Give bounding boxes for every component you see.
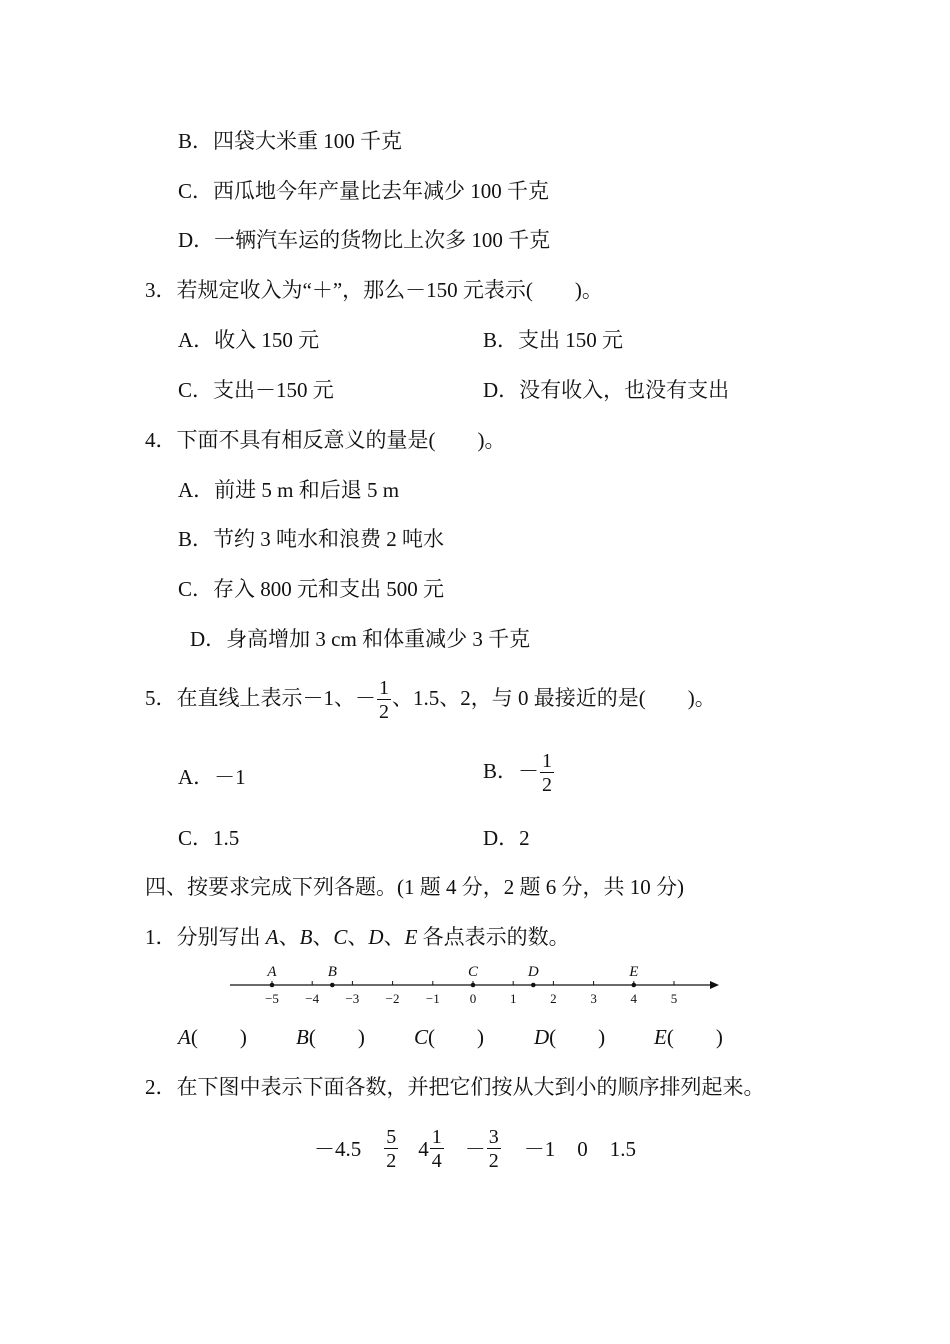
q5-stem-pre: 5．在直线上表示－1、－	[145, 685, 376, 710]
q5-option-b	[483, 751, 555, 795]
tick-label: 4	[630, 991, 638, 1006]
section-4-title: 四、按要求完成下列各题。(1 题 4 分，2 题 6 分，共 10 分)	[145, 875, 684, 899]
q5-stem-post: 、1.5、2，与 0 最接近的是( )。	[392, 685, 716, 710]
point-label-d: D	[527, 964, 539, 980]
separator: 、	[312, 925, 334, 949]
q5-option-b-fraction	[540, 751, 554, 795]
tick-label: 2	[550, 991, 557, 1006]
var-a: A	[265, 925, 279, 949]
numbers-row	[314, 1125, 636, 1173]
answer-e-label: E	[654, 1025, 667, 1049]
q5-option-d: D．2	[483, 826, 530, 850]
q5-option-c: C．1.5	[178, 826, 240, 850]
n3-whole: 4	[418, 1136, 429, 1161]
q4-option-a: A．前进 5 m 和后退 5 m	[178, 478, 400, 502]
answer-c	[414, 1027, 534, 1048]
answer-e	[654, 1027, 723, 1048]
q5-option-b-den: 2	[542, 774, 553, 796]
question-4-stem: 4．下面不具有相反意义的量是( )。	[145, 428, 506, 452]
point-label-e: E	[629, 964, 639, 980]
q3-option-d: D．没有收入，也没有支出	[483, 378, 730, 402]
answer-c-label: C	[414, 1025, 429, 1049]
n3-den: 4	[431, 1150, 442, 1172]
answer-a-label: A	[178, 1025, 191, 1049]
q5-fraction-den: 2	[379, 701, 389, 723]
var-b: B	[299, 925, 313, 949]
separator: 、	[347, 925, 369, 949]
q5-option-b-pre: B．－	[483, 758, 540, 783]
answer-d	[534, 1027, 654, 1048]
tick-label: −5	[265, 991, 279, 1006]
n3-fraction	[430, 1127, 444, 1171]
number-1-5: 1.5	[609, 1136, 636, 1161]
number-neg-4-5: －4.5	[314, 1136, 362, 1161]
s4-q1-stem-post: 各点表示的数。	[417, 925, 570, 949]
tick-label: −4	[305, 991, 320, 1006]
answer-a-blank[interactable]: ( )	[190, 1025, 247, 1049]
option-d: D．一辆汽车运的货物比上次多 100 千克	[178, 228, 551, 252]
q5-option-b-num: 1	[542, 750, 553, 772]
q3-option-c: C．支出－150 元	[178, 378, 334, 402]
answer-row	[178, 1027, 723, 1048]
var-e: E	[404, 925, 418, 949]
number-0: 0	[577, 1136, 588, 1161]
q4-option-b: B．节约 3 吨水和浪费 2 吨水	[178, 527, 445, 551]
tick-label: −3	[345, 991, 360, 1006]
n2-num: 5	[386, 1126, 397, 1148]
point-label-c: C	[467, 964, 479, 980]
tick-label: 0	[469, 991, 477, 1006]
n4-den: 2	[488, 1150, 499, 1172]
question-3-stem: 3．若规定收入为“＋”，那么－150 元表示( )。	[145, 278, 603, 302]
q5-option-a: A．－1	[178, 765, 246, 789]
tick-label: 3	[590, 991, 597, 1006]
answer-b	[296, 1027, 414, 1048]
n3-num: 1	[431, 1126, 442, 1148]
q3-option-b: B．支出 150 元	[483, 328, 624, 352]
separator: 、	[278, 925, 300, 949]
answer-b-label: B	[296, 1025, 309, 1049]
n4-sign: －	[464, 1136, 486, 1161]
point-c	[471, 983, 476, 988]
point-d	[531, 983, 536, 988]
number-line	[225, 955, 725, 1015]
n2-den: 2	[386, 1150, 397, 1172]
var-c: C	[333, 925, 348, 949]
tick-label: −2	[385, 991, 400, 1006]
answer-a	[178, 1027, 296, 1048]
number-5-over-2	[384, 1127, 398, 1171]
q4-option-d: D．身高增加 3 cm 和体重减少 3 千克	[190, 627, 531, 651]
q4-option-c: C．存入 800 元和支出 500 元	[178, 577, 445, 601]
n4-num: 3	[488, 1126, 499, 1148]
option-b: B．四袋大米重 100 千克	[178, 129, 403, 153]
separator: 、	[383, 925, 405, 949]
point-e	[632, 983, 637, 988]
tick-label: 5	[670, 991, 678, 1006]
s4-q1-stem-pre: 1．分别写出	[145, 925, 266, 949]
q5-fraction	[377, 678, 391, 722]
question-5-stem	[145, 678, 716, 722]
point-a	[270, 983, 275, 988]
q5-fraction-num: 1	[379, 677, 389, 699]
tick-label: −1	[425, 991, 440, 1006]
q3-option-a: A．收入 150 元	[178, 328, 320, 352]
point-label-b: B	[327, 964, 337, 980]
s4-q2-stem: 2．在下图中表示下面各数，并把它们按从大到小的顺序排列起来。	[145, 1075, 765, 1099]
number-4-1-4	[418, 1127, 445, 1171]
number-neg-3-over-2	[465, 1127, 502, 1171]
tick-label: 1	[509, 991, 517, 1006]
point-label-a: A	[267, 964, 277, 980]
s4-q1-stem	[145, 927, 570, 948]
axis-arrow-icon	[710, 981, 719, 989]
answer-d-blank[interactable]: ( )	[549, 1025, 606, 1049]
n4-fraction	[487, 1127, 501, 1171]
point-b	[330, 983, 335, 988]
answer-c-blank[interactable]: ( )	[428, 1025, 485, 1049]
number-neg-1: －1	[523, 1136, 556, 1161]
answer-d-label: D	[534, 1025, 550, 1049]
answer-b-blank[interactable]: ( )	[308, 1025, 365, 1049]
answer-e-blank[interactable]: ( )	[666, 1025, 723, 1049]
var-d: D	[368, 925, 384, 949]
option-c: C．西瓜地今年产量比去年减少 100 千克	[178, 179, 550, 203]
